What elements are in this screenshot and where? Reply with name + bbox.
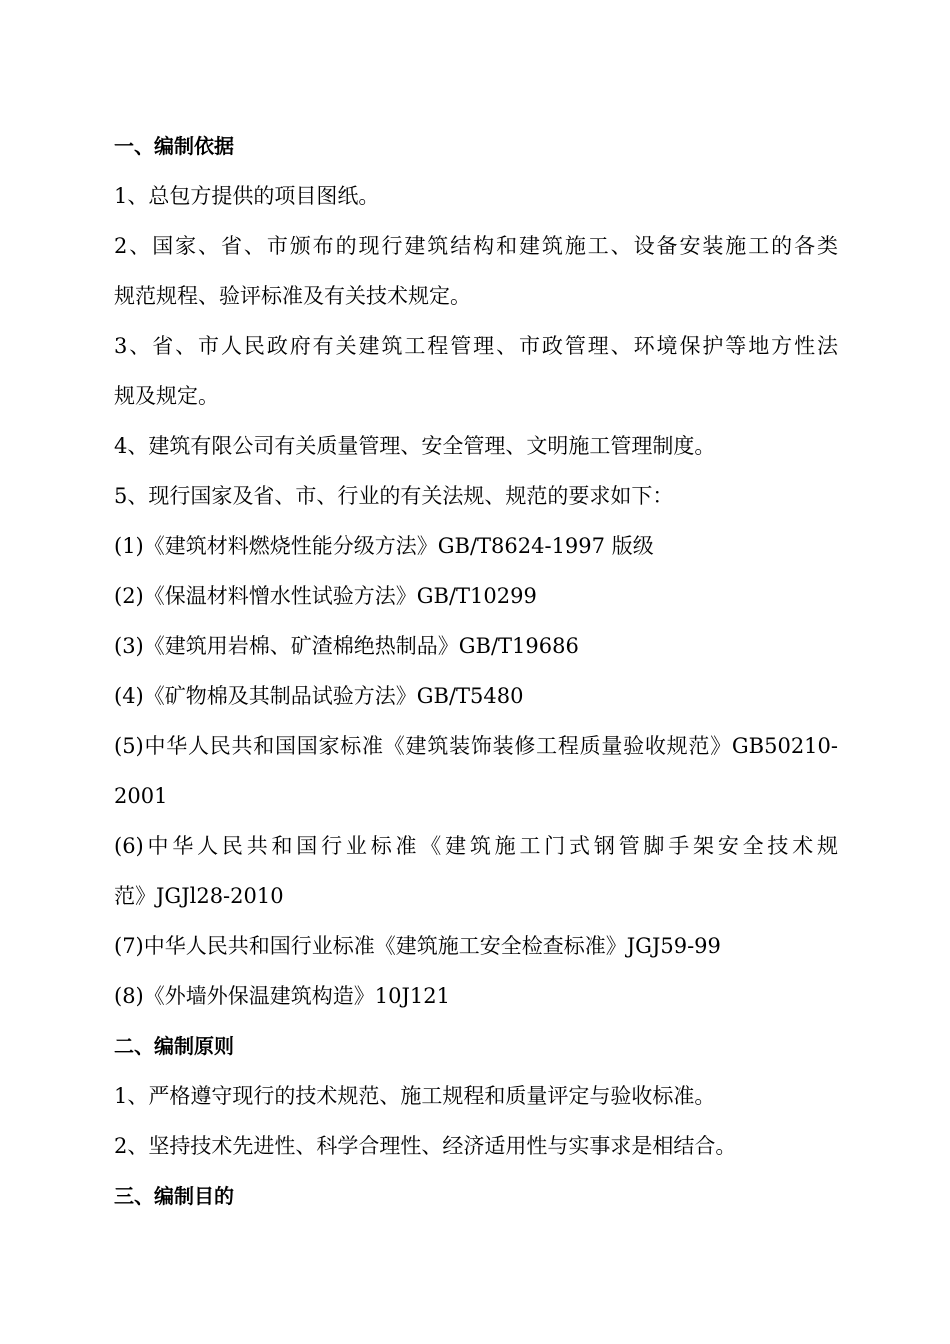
document-body bbox=[114, 121, 838, 1221]
standard-item-4: (4)《矿物棉及其制品试验方法》GB/T5480 bbox=[114, 684, 524, 708]
basis-item-4: 4、建筑有限公司有关质量管理、安全管理、文明施工管理制度。 bbox=[114, 434, 716, 458]
standard-item-5-line-1: (5)中华人民共和国国家标准《建筑装饰装修工程质量验收规范》GB50210- bbox=[114, 734, 838, 758]
section-heading-purpose: 三、编制目的 bbox=[114, 1184, 234, 1208]
basis-item-3-line-2: 规及规定。 bbox=[114, 384, 219, 408]
standard-item-5-line-2: 2001 bbox=[114, 784, 168, 808]
standard-item-6-line-2: 范》JGJl28-2010 bbox=[114, 884, 284, 908]
basis-item-2-line-2: 规范规程、验评标准及有关技术规定。 bbox=[114, 284, 471, 308]
standard-item-3: (3)《建筑用岩棉、矿渣棉绝热制品》GB/T19686 bbox=[114, 634, 579, 658]
principle-item-1: 1、严格遵守现行的技术规范、施工规程和质量评定与验收标准。 bbox=[114, 1084, 716, 1108]
standard-item-6-line-1: (6)中华人民共和国行业标准《建筑施工门式钢管脚手架安全技术规 bbox=[114, 834, 838, 858]
basis-item-3-line-1: 3、省、市人民政府有关建筑工程管理、市政管理、环境保护等地方性法 bbox=[114, 334, 838, 358]
standard-item-7: (7)中华人民共和国行业标准《建筑施工安全检查标准》JGJ59-99 bbox=[114, 934, 721, 958]
section-heading-basis: 一、编制依据 bbox=[114, 134, 234, 158]
section-heading-principles: 二、编制原则 bbox=[114, 1034, 234, 1058]
standard-item-2: (2)《保温材料憎水性试验方法》GB/T10299 bbox=[114, 584, 537, 608]
standard-item-1: (1)《建筑材料燃烧性能分级方法》GB/T8624-1997 版级 bbox=[114, 534, 654, 558]
basis-item-2-line-1: 2、国家、省、市颁布的现行建筑结构和建筑施工、设备安装施工的各类 bbox=[114, 234, 838, 258]
basis-item-5: 5、现行国家及省、市、行业的有关法规、规范的要求如下： bbox=[114, 484, 674, 508]
principle-item-2: 2、坚持技术先进性、科学合理性、经济适用性与实事求是相结合。 bbox=[114, 1134, 737, 1158]
standard-item-8: (8)《外墙外保温建筑构造》10J121 bbox=[114, 984, 450, 1008]
basis-item-1: 1、总包方提供的项目图纸。 bbox=[114, 184, 380, 208]
